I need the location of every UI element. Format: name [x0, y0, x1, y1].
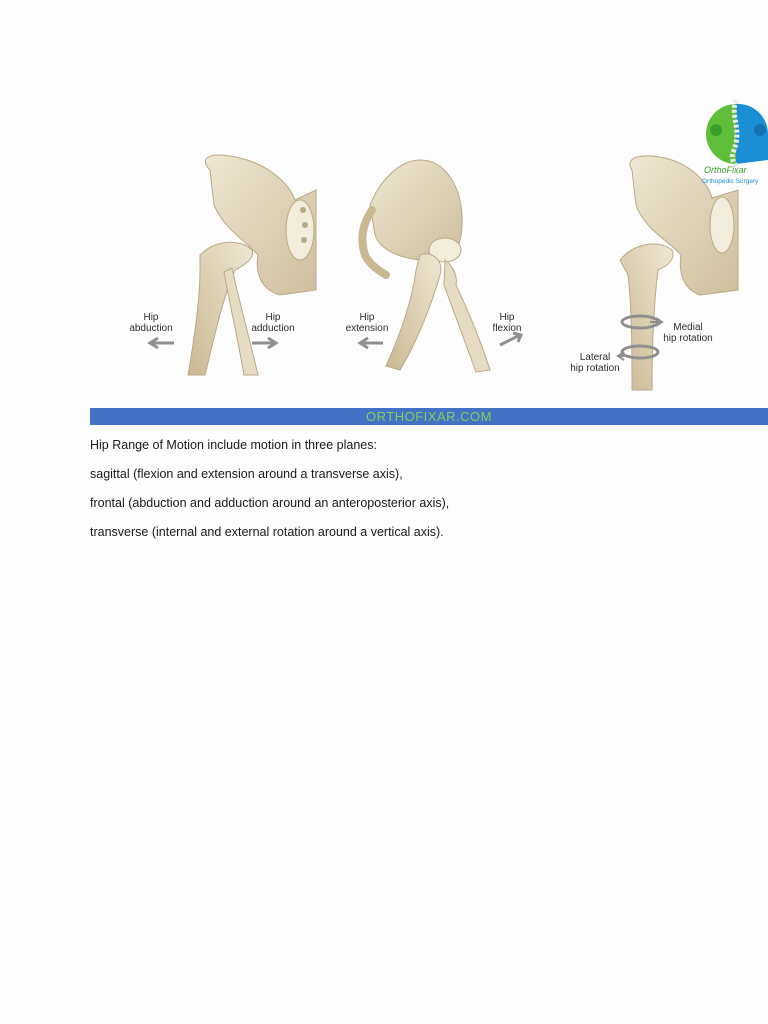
label-line: Hip: [143, 312, 159, 323]
label-line: flexion: [492, 323, 522, 334]
body-line-intro: Hip Range of Motion include motion in three planes:: [90, 438, 377, 452]
label-hip-adduction: [245, 312, 301, 334]
label-line: extension: [345, 323, 389, 334]
label-hip-extension: [340, 312, 394, 334]
banner-text: ORTHOFIXAR.COM: [366, 409, 492, 424]
body-line-frontal: frontal (abduction and adduction around an anteroposterior axis),: [90, 496, 450, 510]
body-line-sagittal: sagittal (flexion and extension around a transverse axis),: [90, 467, 403, 481]
orthofixar-logo: [706, 100, 768, 168]
hip-motion-figure: [0, 90, 768, 410]
label-line: Lateral: [579, 352, 611, 363]
body-line-transverse: transverse (internal and external rotation around a vertical axis).: [90, 525, 444, 539]
label-hip-abduction: [126, 312, 176, 334]
label-lateral-hip-rotation: [564, 352, 626, 374]
orthofixar-banner: [90, 408, 768, 425]
label-line: abduction: [129, 323, 173, 334]
logo-tagline-text: Orthopedic Surgery: [702, 178, 759, 185]
panel-abduction-adduction: [150, 155, 316, 375]
femur-flexion: [444, 260, 490, 372]
label-line: Hip: [265, 312, 281, 323]
logo-brand-text: OrthoFixar: [704, 165, 747, 175]
label-line: Hip: [499, 312, 515, 323]
label-hip-flexion: [486, 312, 528, 334]
label-medial-hip-rotation: [656, 322, 720, 344]
hip-anatomy-illustration: [0, 90, 768, 410]
label-line: adduction: [251, 323, 295, 334]
femur-extension: [386, 254, 441, 370]
label-line: Medial: [673, 322, 703, 333]
panel-extension-flexion: [360, 160, 521, 372]
label-line: Hip: [359, 312, 375, 323]
label-line: hip rotation: [663, 333, 713, 344]
panel-rotation: [618, 156, 738, 390]
label-line: hip rotation: [570, 363, 620, 374]
